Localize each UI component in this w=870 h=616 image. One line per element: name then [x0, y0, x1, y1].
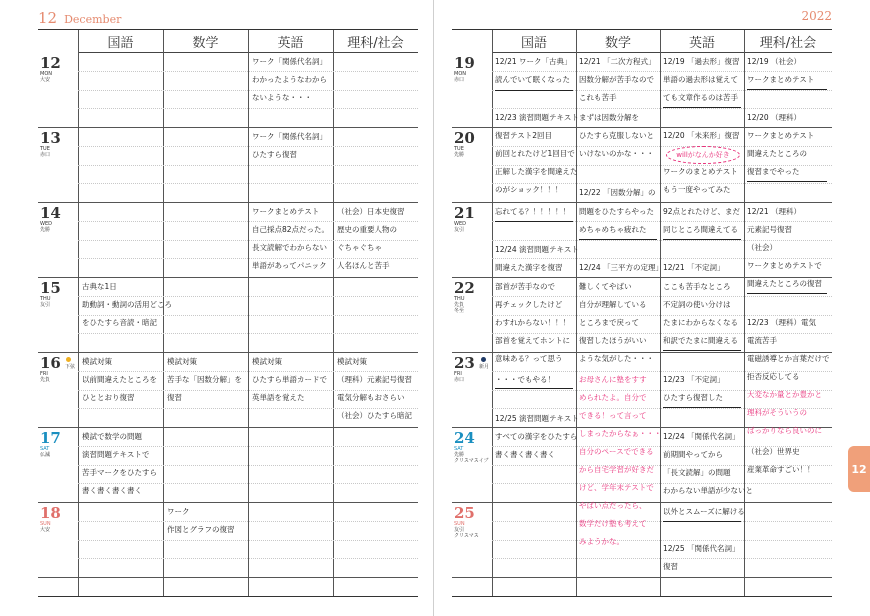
note-line: 読んでいて眠くなった — [495, 75, 570, 84]
day-number: 18 — [40, 504, 61, 522]
note-line: 書く書く書く書く — [82, 486, 142, 495]
note-line: 意味ある？って思う — [495, 354, 563, 363]
ruled-line — [78, 146, 418, 147]
ruled-line — [492, 483, 832, 484]
note-line: 模試対策 — [337, 357, 367, 366]
day-weekday: MON — [454, 71, 466, 77]
note-line: ワーク「関係代名詞」 — [252, 57, 327, 66]
note-line: 正解した漢字を間違えた — [495, 167, 578, 176]
note-line: 12/19 （社会） — [747, 57, 801, 66]
day-number: 20 — [454, 129, 475, 147]
note-line: 演習問題テキストで — [82, 450, 150, 459]
note-line: ワークのまとめテスト — [663, 167, 738, 176]
divider — [248, 30, 249, 596]
note-line: 古典な1日 — [82, 282, 117, 291]
note-line: ひととおり復習 — [82, 393, 135, 402]
note-line: 助動詞・動詞の活用どころ — [82, 300, 172, 309]
note-line: 模試対策 — [167, 357, 197, 366]
day-number: 21 — [454, 204, 475, 222]
underline — [495, 388, 573, 389]
note-line: 和訳でたまに間違える — [663, 336, 738, 345]
month-header — [38, 9, 121, 27]
note-line: ところまで戻って — [579, 318, 639, 327]
note-line: ワークまとめテストで — [747, 261, 822, 270]
col-header-english: 英語 — [248, 30, 333, 53]
day-divider — [38, 577, 418, 578]
day-rokuyo: 友引 — [454, 527, 465, 533]
note-line: 92点とれたけど、まだ — [663, 207, 741, 216]
note-line: （社会）世界史 — [747, 447, 800, 456]
day-rokuyo: 先勝 — [454, 452, 465, 458]
note-line: （社会）ひたすら暗記 — [337, 411, 412, 420]
note-line: 12/21 （理科） — [747, 207, 801, 216]
col-header-english: 英語 — [660, 30, 744, 53]
day-number: 15 — [40, 279, 61, 297]
moon-phase-label: 新月 — [479, 364, 490, 370]
note-line: わすれからない！！！ — [495, 318, 570, 327]
note-line: いけないのかな・・・ — [579, 149, 654, 158]
ruled-line — [492, 540, 832, 541]
note-line: 人名ほんと苦手 — [337, 261, 390, 270]
day-rokuyo: 赤口 — [454, 77, 465, 83]
note-line: 12/22 「因数分解」の — [579, 188, 656, 197]
note-line: 歴史の重要人物の — [337, 225, 397, 234]
day-rokuyo: 先勝 — [40, 227, 51, 233]
col-header-science: 理科/社会 — [744, 30, 832, 53]
col-header-math: 数学 — [163, 30, 248, 53]
note-line: 間違えたところの復習 — [747, 279, 822, 288]
day-number: 23 — [454, 354, 475, 372]
note-line: 自己採点82点だった。 — [252, 225, 330, 234]
note-line: 12/23 演習問題テキスト — [495, 113, 579, 122]
note-line: 不定詞の使い分けは — [663, 300, 731, 309]
day-weekday: TUE — [40, 146, 50, 152]
note-line: 「長文読解」の問題 — [663, 468, 731, 477]
ruled-line — [78, 333, 418, 334]
note-line: 12/25 「関係代名詞」 — [663, 544, 740, 553]
note-line: 12/23 （理科）電気 — [747, 318, 816, 327]
day-rokuyo: 友引 — [454, 227, 465, 233]
day-rokuyo: 先勝 — [454, 152, 465, 158]
note-line: ないような・・・ — [252, 93, 312, 102]
note-line: 理科がそういうの — [747, 408, 807, 417]
note-line: ひたすら復習 — [252, 150, 297, 159]
note-line: 模試対策 — [82, 357, 112, 366]
note-line: 復習したほうがいい — [579, 336, 647, 345]
note-line: 拒否反応してる — [747, 372, 800, 381]
note-line: めちゃめちゃ疲れた — [579, 225, 647, 234]
note-line: 苦手な「因数分解」を — [167, 375, 242, 384]
moon-phase-label: 下弦 — [65, 364, 76, 370]
note-line: 電流苦手 — [747, 336, 777, 345]
note-line: 12/25 演習問題テキスト — [495, 414, 579, 423]
note-line: ひたすら復習した — [663, 393, 723, 402]
day-number: 17 — [40, 429, 61, 447]
underline — [495, 90, 573, 91]
moon-phase-icon — [66, 357, 71, 362]
day-weekday: FRI — [40, 371, 48, 377]
note-line: 12/24 「関係代名詞」 — [663, 432, 740, 441]
note-line: 自分が理解している — [579, 300, 647, 309]
week-grid-right — [452, 29, 832, 597]
note-line: みようかな。 — [579, 537, 624, 546]
note-line: 部首が苦手なので — [495, 282, 555, 291]
day-event: クリスマス — [454, 533, 479, 539]
note-line: 復習 — [663, 562, 678, 571]
note-line: 前期間やってから — [663, 450, 723, 459]
note-line: お母さんに塾をすす — [579, 375, 647, 384]
underline — [663, 521, 741, 522]
day-number: 24 — [454, 429, 475, 447]
note-line: 大変なか量とか豊かと — [747, 390, 822, 399]
note-line: 単語があってパニック — [252, 261, 327, 270]
note-line: 自分のペースでできる — [579, 447, 654, 456]
day-rokuyo: 大安 — [40, 77, 51, 83]
note-line: 部首を覚えてホントに — [495, 336, 570, 345]
day-event: クリスマスイブ — [454, 458, 489, 464]
note-line: わからない単語が少ないと — [663, 486, 753, 495]
note-line: 因数分解が苦手なので — [579, 75, 654, 84]
note-line: ような気がした・・・ — [579, 354, 654, 363]
note-line: やばい点だったら、 — [579, 501, 647, 510]
col-header-math: 数学 — [576, 30, 660, 53]
note-line: すべての漢字をひたすら — [495, 432, 578, 441]
note-line: から自宅学習が好きだ — [579, 465, 654, 474]
note-line: ワークまとめテスト — [747, 131, 815, 140]
ruled-line — [78, 165, 418, 166]
note-line: ばっかりなら良いのに — [747, 426, 822, 435]
underline — [663, 350, 741, 351]
note-line: これも苦手 — [579, 93, 617, 102]
note-line: 以外とスムーズに解ける — [663, 507, 745, 516]
note-line: たまにわからなくなる — [663, 318, 738, 327]
right-page — [436, 0, 870, 616]
underline — [663, 407, 741, 408]
note-line: ぐちゃぐちゃ — [337, 243, 382, 252]
divider — [333, 30, 334, 596]
note-line: ひたすら単語カードで — [252, 375, 327, 384]
day-weekday: MON — [40, 71, 52, 77]
highlight-oval: willがなんか好き — [666, 146, 740, 164]
day-weekday: SAT — [40, 446, 50, 452]
note-line: もう一度やってみた — [663, 185, 731, 194]
month-number: 12 — [38, 9, 58, 27]
note-line: 書く書く書く書く — [495, 450, 555, 459]
day-weekday: THU — [454, 296, 465, 302]
note-line: 復習 — [167, 393, 182, 402]
col-header-japanese: 国語 — [78, 30, 163, 53]
note-line: 模試で数学の問題 — [82, 432, 142, 441]
note-line: をひたすら音読・暗記 — [82, 318, 157, 327]
note-line: 復習までやった — [747, 167, 800, 176]
day-number: 19 — [454, 54, 475, 72]
note-line: 作図とグラフの復習 — [167, 525, 235, 534]
day-weekday: SUN — [454, 521, 465, 527]
divider — [660, 30, 661, 596]
day-rokuyo: 友引 — [40, 302, 51, 308]
note-line: ワーク — [167, 507, 190, 516]
underline — [747, 181, 827, 182]
day-weekday: FRI — [454, 371, 462, 377]
year-header: 2022 — [801, 9, 832, 23]
ruled-line — [78, 71, 418, 72]
note-line: 問題をひたすらやった — [579, 207, 654, 216]
underline — [747, 293, 827, 294]
note-line: けど、学年末テストで — [579, 483, 654, 492]
note-line: 12/24 「三平方の定理」 — [579, 263, 663, 272]
note-line: 苦手マークをひたすら — [82, 468, 157, 477]
ruled-line — [78, 558, 418, 559]
note-line: 12/21 ワーク「古典」 — [495, 57, 572, 66]
note-line: 数学だけ塾も考えて — [579, 519, 647, 528]
note-line: わかったようなわから — [252, 75, 327, 84]
day-weekday: THU — [40, 296, 51, 302]
note-line: ここも苦手なところ — [663, 282, 731, 291]
ruled-line — [492, 558, 832, 559]
note-line: 難しくてやばい — [579, 282, 632, 291]
note-line: 間違えたところの — [747, 149, 807, 158]
day-weekday: WED — [454, 221, 466, 227]
moon-phase-icon — [481, 357, 486, 362]
note-line: 12/20 「未来形」復習 — [663, 131, 740, 140]
note-line: （理科）元素記号復習 — [337, 375, 412, 384]
note-line: 同じところ間違えてる — [663, 225, 738, 234]
day-weekday: SAT — [454, 446, 464, 452]
note-line: 単語の過去形は覚えて — [663, 75, 738, 84]
note-line: 以前間違えたところを — [82, 375, 157, 384]
note-line: 忘れてる？！！！！！ — [495, 207, 570, 216]
left-page — [0, 0, 434, 616]
underline — [495, 221, 573, 222]
month-name: December — [64, 13, 122, 26]
day-event: 冬至 — [454, 308, 465, 314]
note-line: 間違えた漢字を復習 — [495, 263, 563, 272]
note-line: 12/21 「不定詞」 — [663, 263, 725, 272]
divider — [78, 30, 79, 596]
note-line: 復習テスト2回目 — [495, 131, 552, 140]
month-index-tab[interactable]: 12 — [848, 446, 870, 492]
note-line: できる！って言って — [579, 411, 647, 420]
note-line: 12/19 「過去形」復習 — [663, 57, 740, 66]
underline — [663, 239, 741, 240]
note-line: ・・・でもやる！ — [495, 375, 555, 384]
ruled-line — [78, 540, 418, 541]
note-line: （社会）日本史復習 — [337, 207, 405, 216]
day-number: 13 — [40, 129, 61, 147]
day-rokuyo: 先負 — [454, 302, 465, 308]
underline — [579, 239, 657, 240]
ruled-line — [78, 183, 418, 184]
day-weekday: TUE — [454, 146, 464, 152]
note-line: 12/23 「不定詞」 — [663, 375, 725, 384]
note-line: ても文章作るのは苦手 — [663, 93, 738, 102]
divider — [492, 30, 493, 596]
note-line: ワークまとめテスト — [252, 207, 320, 216]
col-header-science: 理科/社会 — [333, 30, 418, 53]
note-line: ワークまとめテスト — [747, 75, 815, 84]
note-line: 産業革命すごい！！ — [747, 465, 815, 474]
note-line: 元素記号復習 — [747, 225, 792, 234]
day-number: 14 — [40, 204, 61, 222]
day-weekday: WED — [40, 221, 52, 227]
note-line: （社会） — [747, 243, 777, 252]
day-rokuyo: 先負 — [40, 377, 51, 383]
note-line: 長文読解でわからない — [252, 243, 327, 252]
ruled-line — [492, 521, 832, 522]
note-line: 英単語を覚えた — [252, 393, 305, 402]
note-line: 電気分解もおさらい — [337, 393, 405, 402]
day-weekday: SUN — [40, 521, 51, 527]
day-divider — [38, 127, 418, 128]
note-line: 電磁誘導とか言葉だけで — [747, 354, 830, 363]
col-header-japanese: 国語 — [492, 30, 576, 53]
note-line: しまったからなぁ・・・ — [579, 429, 662, 438]
note-line: 12/24 演習問題テキスト — [495, 245, 579, 254]
ruled-line — [78, 521, 418, 522]
day-divider — [38, 502, 418, 503]
ruled-line — [78, 90, 418, 91]
ruled-line — [78, 108, 418, 109]
note-line: 12/20 （理科） — [747, 113, 801, 122]
note-line: ひたすら克服しないと — [579, 131, 654, 140]
note-line: 前回とれたけど1回目で — [495, 149, 575, 158]
day-divider — [452, 577, 832, 578]
day-number: 16 — [40, 354, 61, 372]
note-line: 12/21 「二次方程式」 — [579, 57, 656, 66]
day-rokuyo: 仏滅 — [40, 452, 51, 458]
note-line: まずは因数分解を — [579, 113, 639, 122]
day-rokuyo: 大安 — [40, 527, 51, 533]
day-rokuyo: 赤口 — [40, 152, 51, 158]
day-number: 22 — [454, 279, 475, 297]
note-line: められたよ。自分で — [579, 393, 647, 402]
note-line: のがショック！！！ — [495, 185, 563, 194]
day-rokuyo: 赤口 — [454, 377, 465, 383]
underline — [747, 89, 827, 90]
day-number: 25 — [454, 504, 475, 522]
note-line: 再チェックしたけど — [495, 300, 563, 309]
note-line: 模試対策 — [252, 357, 282, 366]
week-grid-left — [38, 29, 418, 597]
underline — [663, 107, 741, 108]
day-number: 12 — [40, 54, 61, 72]
note-line: ワーク「関係代名詞」 — [252, 132, 327, 141]
